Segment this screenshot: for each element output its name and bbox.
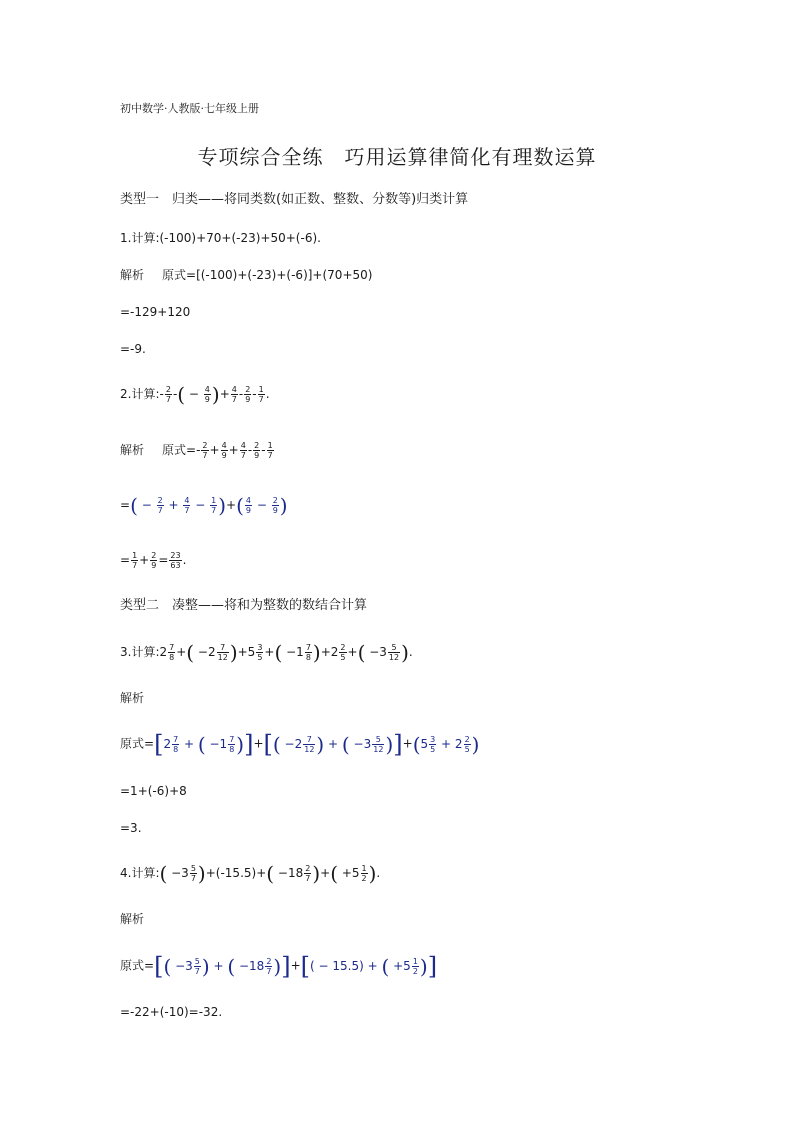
- q1-step1: 原式=[(-100)+(-23)+(-6)]+(70+50): [162, 268, 373, 282]
- q4-label: 解析: [120, 912, 145, 926]
- q3-question: 3.计算:2 $\frac{7}{8}$ +( −2 $\frac{7}{12}$ )+5 $\frac{3}{5}$ +( −1 $\frac{7}{8}$ )+2 $\frac{2}{5}$ +( −3 $\frac{5}{12}$ ).: [120, 640, 413, 665]
- q2-solution-line1: 解析 原式=- $\frac{2}{7}$ + $\frac{4}{9}$ + $\frac{4}{7}$ - $\frac{2}{9}$ - $\frac{1}{7}$: [120, 441, 273, 460]
- page-header: 初中数学·人教版·七年级上册: [120, 102, 259, 115]
- q3-label: 解析: [120, 691, 145, 705]
- section-type1: 类型一 归类——将同类数(如正数、整数、分数等)归类计算: [120, 192, 469, 207]
- section-type2: 类型二 凑整——将和为整数的数结合计算: [120, 598, 368, 613]
- q2-question: 2.计算:- $\frac{2}{7}$ -( − $\frac{4}{9}$ )+ $\frac{4}{7}$ - $\frac{2}{9}$ - $\frac{1}{7}$ .: [120, 382, 270, 407]
- q1-step3: =-9.: [120, 342, 146, 356]
- q1-step2: =-129+120: [120, 305, 191, 319]
- q2-label: 解析: [120, 443, 145, 457]
- page-title: 专项综合全练 巧用运算律简化有理数运算: [197, 145, 597, 169]
- q4-prefix: 4.计算:: [120, 866, 160, 880]
- q2-prefix: 2.计算:: [120, 387, 160, 401]
- q4-question: 4.计算:( −3 $\frac{5}{7}$ )+(-15.5)+( −18 $\frac{2}{7}$ )+( +5 $\frac{1}{2}$ ).: [120, 861, 381, 886]
- q3-solution-line1: 原式=[2 $\frac{7}{8}$ + ( −1 $\frac{7}{8}$ )]+[( −2 $\frac{7}{12}$ ) + ( −3 $\frac{5}{12}$ )]+(5 $\frac{3}{5}$ + 2 $\frac{2}{5}$ ): [120, 730, 480, 758]
- q4-step2: =-22+(-10)=-32.: [120, 1005, 223, 1019]
- q3-prefix: 3.计算:: [120, 645, 160, 659]
- q4-solution-line1: 原式=[( −3 $\frac{5}{7}$ ) + ( −18 $\frac{2}{7}$ )]+[( − 15.5) + ( +5 $\frac{1}{2}$ )]: [120, 952, 438, 980]
- q4-mid: +(-15.5)+: [205, 866, 267, 880]
- q1-solution-line1: [120, 265, 372, 285]
- q2-yuanshi: 原式=: [162, 443, 197, 457]
- q4-yuanshi: 原式=: [120, 958, 155, 973]
- q3-yuanshi: 原式=: [120, 736, 155, 751]
- q1-question: 1.计算:(-100)+70+(-23)+50+(-6).: [120, 231, 321, 245]
- q3-step2: =1+(-6)+8: [120, 784, 187, 798]
- q2-solution-line2: =( − $\frac{2}{7}$ + $\frac{4}{7}$ − $\frac{1}{7}$ )+( $\frac{4}{9}$ − $\frac{2}{9}$ ): [120, 493, 288, 518]
- q2-solution-line3: = $\frac{1}{7}$ + $\frac{2}{9}$ = $\frac{23}{63}$ .: [120, 551, 187, 570]
- q1-label: 解析: [120, 268, 145, 282]
- q3-step3: =3.: [120, 821, 142, 835]
